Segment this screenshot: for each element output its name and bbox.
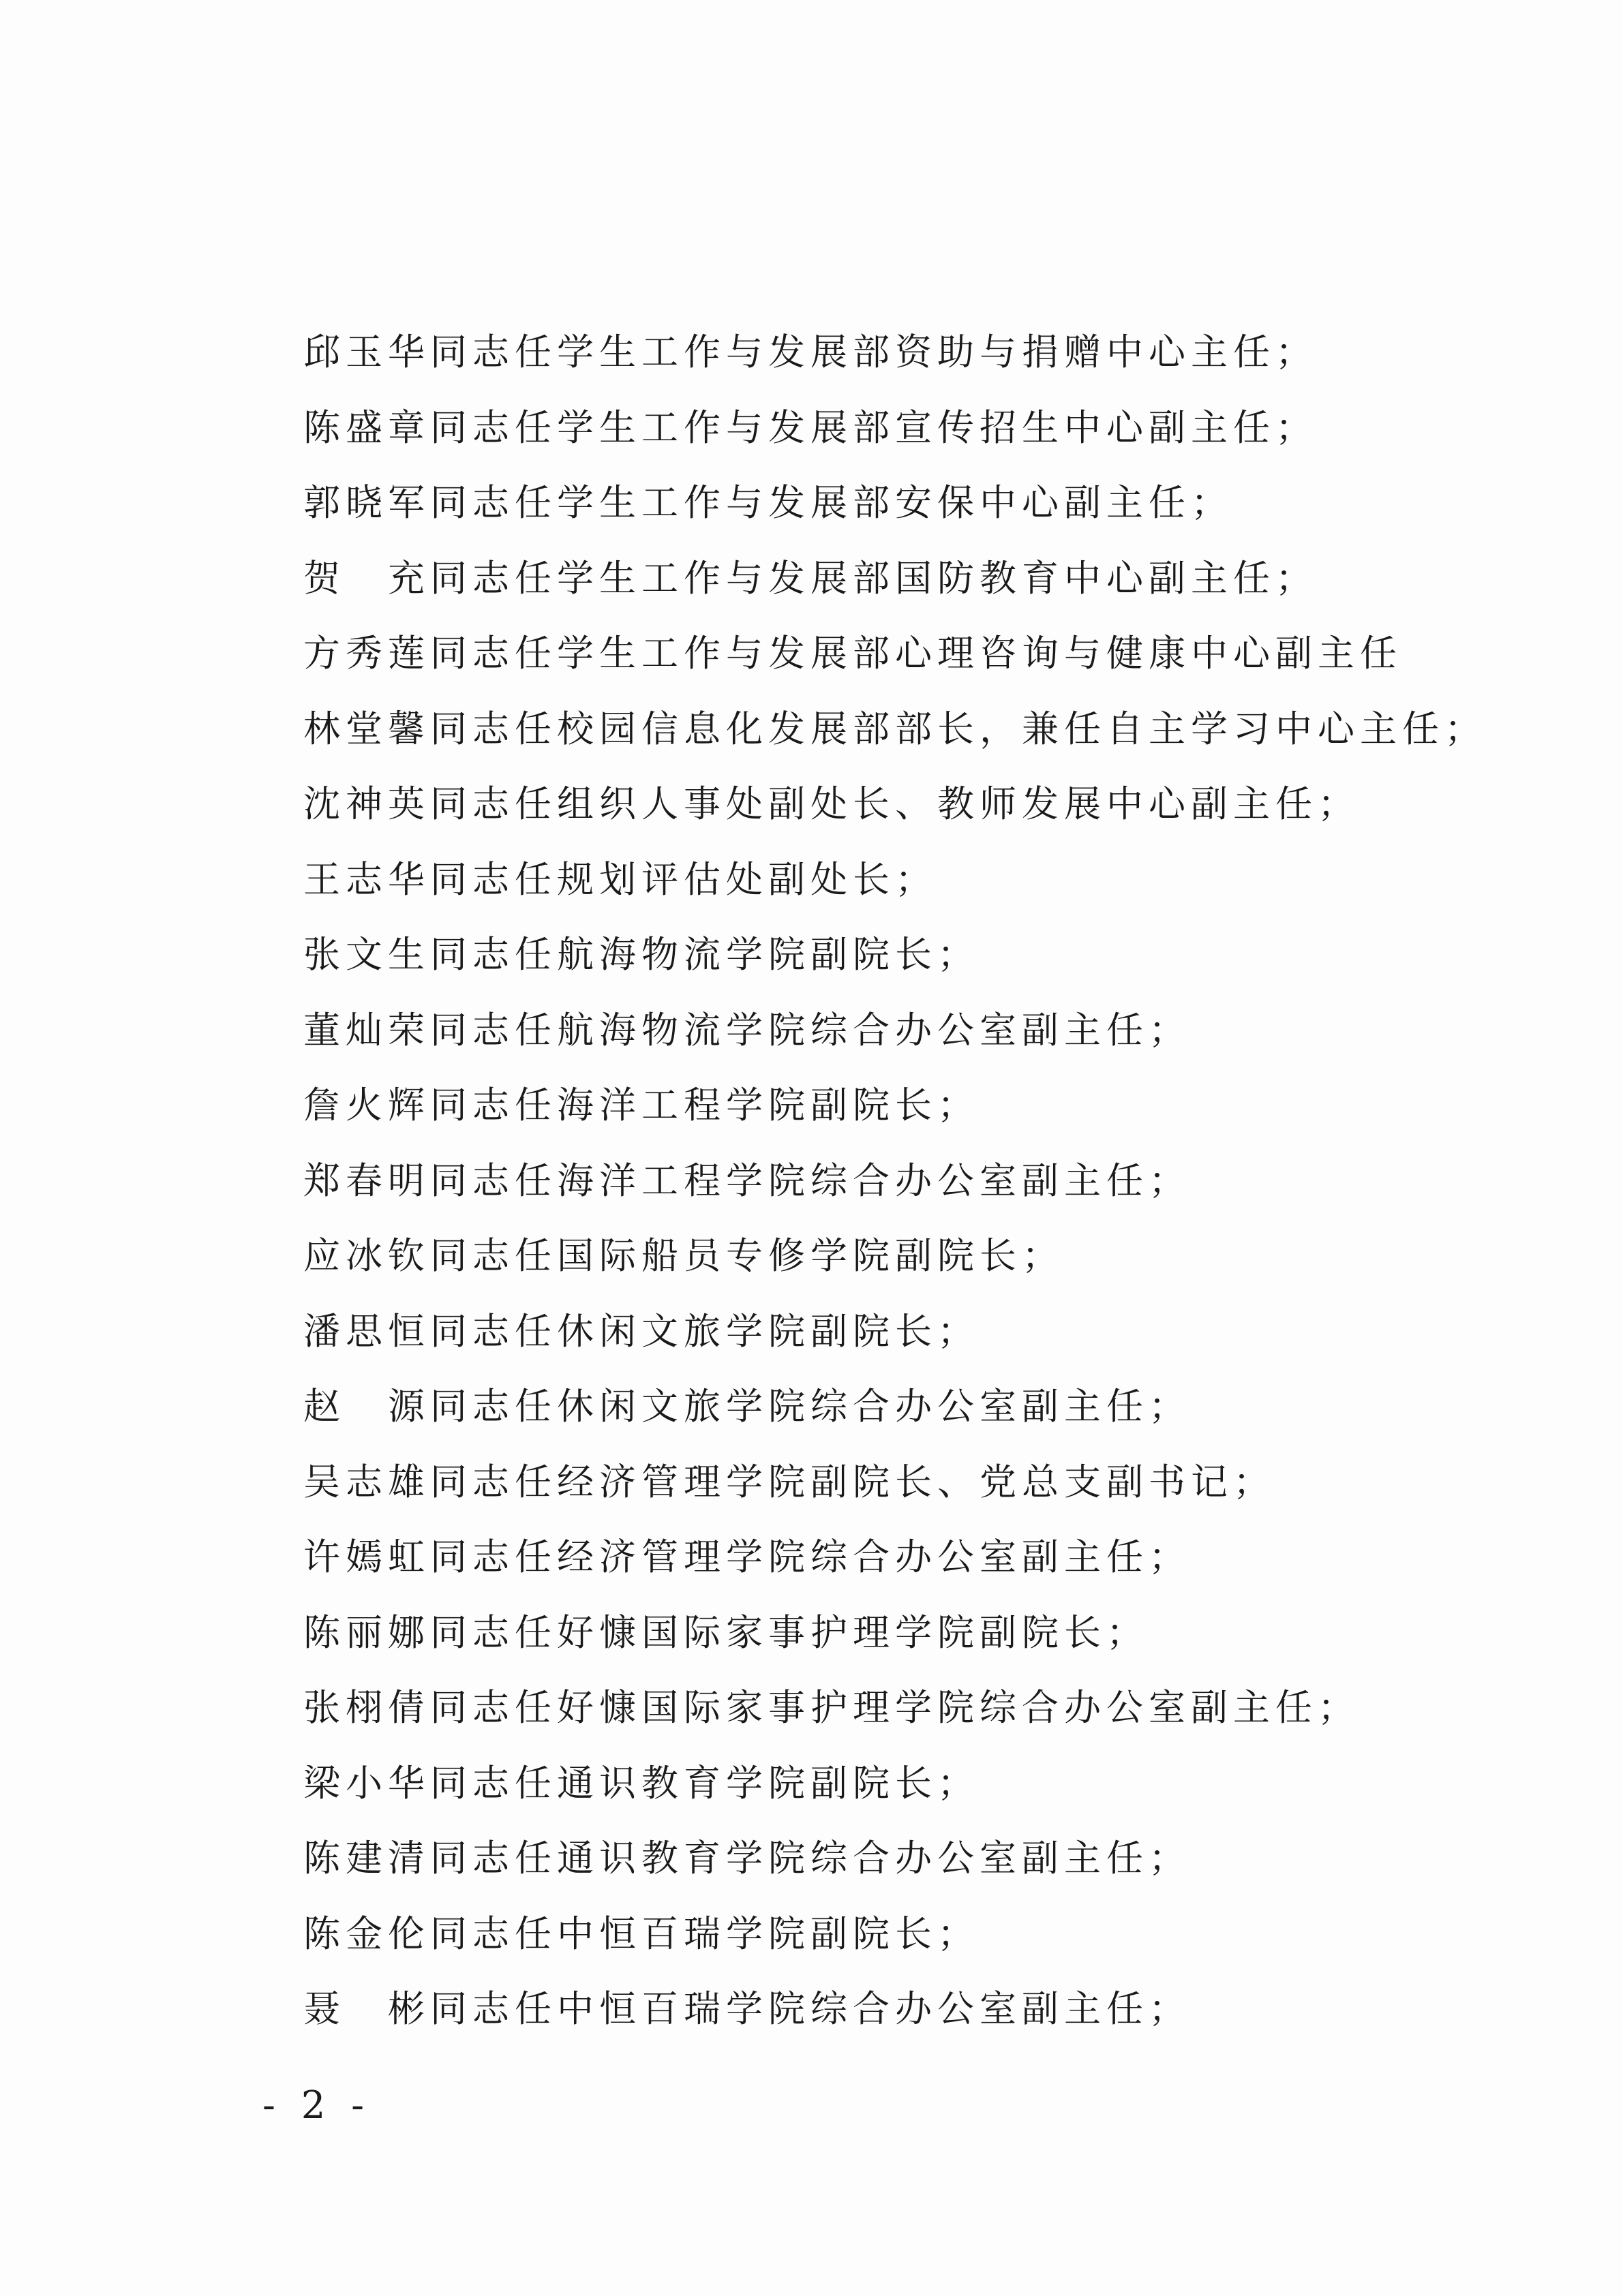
appointment-line: 沈神英同志任组织人事处副处长、教师发展中心副主任； [303, 782, 1360, 825]
appointment-line: 郑春明同志任海洋工程学院综合办公室副主任； [303, 1159, 1191, 1202]
appointment-line: 许嫣虹同志任经济管理学院综合办公室副主任； [303, 1535, 1191, 1578]
appointment-list [303, 315, 1487, 2047]
appointment-line: 林堂馨同志任校园信息化发展部部长，兼任自主学习中心主任； [303, 707, 1487, 750]
appointment-line: 应冰钦同志任国际船员专修学院副院长； [303, 1234, 1064, 1277]
appointment-line: 张文生同志任航海物流学院副院长； [303, 933, 980, 976]
appointment-line: 陈盛章同志任学生工作与发展部宣传招生中心副主任； [303, 405, 1318, 449]
appointment-line: 陈丽娜同志任好慷国际家事护理学院副院长； [303, 1610, 1149, 1654]
appointment-line: 詹火辉同志任海洋工程学院副院长； [303, 1084, 980, 1127]
appointment-line: 贺 充同志任学生工作与发展部国防教育中心副主任； [303, 556, 1318, 600]
appointment-line: 郭晓军同志任学生工作与发展部安保中心副主任； [303, 481, 1233, 524]
appointment-line: 董灿荣同志任航海物流学院综合办公室副主任； [303, 1008, 1191, 1052]
appointment-line: 陈金伦同志任中恒百瑞学院副院长； [303, 1912, 980, 1955]
appointment-line: 吴志雄同志任经济管理学院副院长、党总支副书记； [303, 1460, 1275, 1503]
appointment-line: 赵 源同志任休闲文旅学院综合办公室副主任； [303, 1385, 1191, 1428]
appointment-line: 聂 彬同志任中恒百瑞学院综合办公室副主任； [303, 1987, 1191, 2030]
appointment-line: 陈建清同志任通识教育学院综合办公室副主任； [303, 1837, 1191, 1880]
appointment-line: 方秀莲同志任学生工作与发展部心理咨询与健康中心副主任 [303, 632, 1402, 675]
appointment-line: 张栩倩同志任好慷国际家事护理学院综合办公室副主任； [303, 1686, 1360, 1729]
page-number: - 2 - [262, 2083, 371, 2128]
appointment-line: 邱玉华同志任学生工作与发展部资助与捐赠中心主任； [303, 331, 1318, 373]
appointment-line: 王志华同志任规划评估处副处长； [303, 857, 937, 901]
appointment-line: 潘思恒同志任休闲文旅学院副院长； [303, 1309, 980, 1353]
appointment-line: 梁小华同志任通识教育学院副院长； [303, 1761, 980, 1805]
